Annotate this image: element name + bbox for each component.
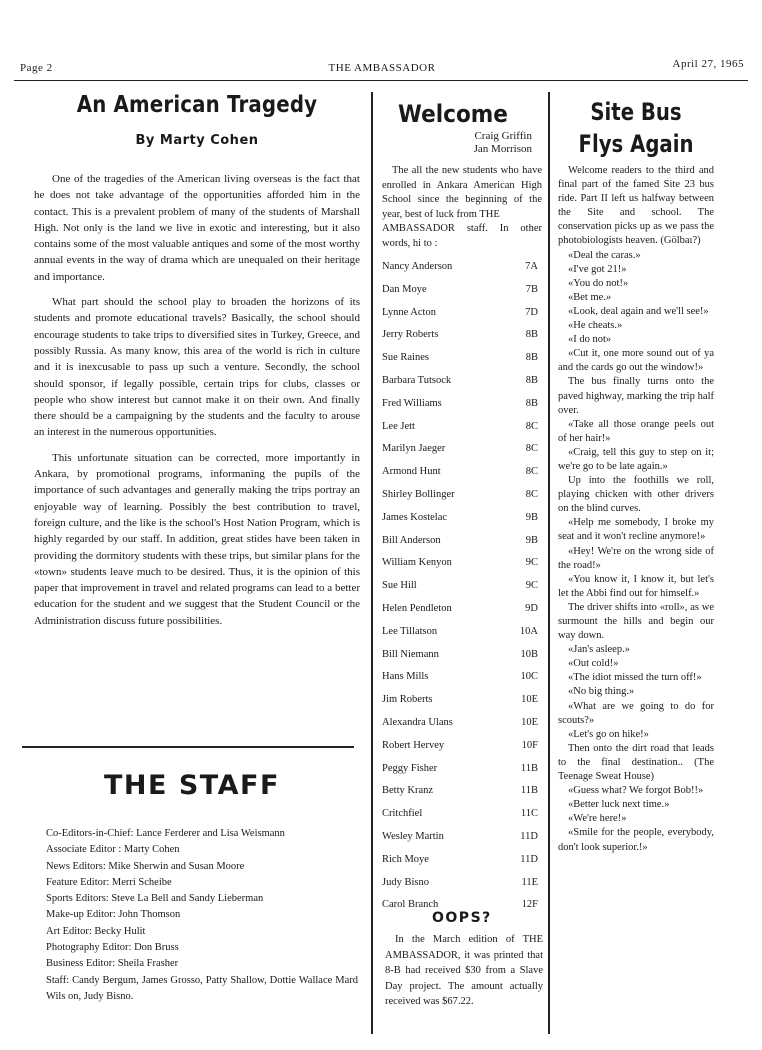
student-grade: 11B (520, 762, 538, 774)
staff-line: Co-Editors-in-Chief: Lance Ferderer and Lisa Weismann (46, 828, 285, 839)
sitebus-paragraph: «No big thing.» (568, 686, 635, 698)
student-name: Rich Moye (382, 853, 429, 865)
roster-row (382, 533, 542, 556)
editorial-paragraph: What part should the school play to broaden the horizons of its students and promote educational travels? Basically, the school should encourage students to take trips to diversified sites in Turkey, Greece, and possibly Russia. As many know, this area of the world is rich in culture and it is inexcusable to pass up such a venture. Secondly, the school should sponsor, if legally possible, certain trips for clubs, classes or people who show interest but cannot make it on their own. And finally there should be a campaigning by the students and the faculty to arouse an interest in the numerous opportunities. (34, 296, 360, 439)
staff-line: Associate Editor : Marty Cohen (46, 844, 180, 856)
sitebus-paragraph: «Take all those orange peels out of her hair!» (558, 418, 714, 444)
student-name: William Kenyon (382, 557, 452, 569)
student-name: Lee Jett (382, 420, 415, 432)
sitebus-paragraph: «Craig, tell this guy to step on it; we're go to be late again.» (558, 446, 714, 472)
sitebus-paragraph: «Guess what? We forgot Bob!!» (568, 785, 704, 797)
student-name: Judy Bisno (382, 876, 429, 888)
roster-row (382, 282, 542, 305)
sitebus-paragraph: «Bet me.» (568, 291, 612, 303)
editorial-article (34, 92, 360, 638)
roster-row (382, 852, 542, 875)
student-name: Armond Hunt (382, 466, 441, 478)
sitebus-body (558, 164, 714, 855)
column-divider-2 (548, 92, 550, 1034)
page-header (20, 58, 744, 78)
student-name: Wesley Martin (382, 830, 444, 842)
student-grade: 10F (521, 739, 538, 751)
staff-line: Sports Editors: Steve La Bell and Sandy Lieberman (46, 893, 264, 905)
student-grade: 9C (525, 557, 538, 569)
student-grade: 10A (519, 625, 538, 637)
student-name: Marilyn Jaeger (382, 443, 446, 455)
roster-row (382, 738, 542, 761)
student-grade: 11E (521, 876, 538, 888)
staff-line: Photography Editor: Don Bruss (46, 942, 179, 954)
student-name: Carol Branch (382, 899, 439, 911)
student-name: James Kostelac (382, 511, 448, 523)
roster-row (382, 601, 542, 624)
roster-row (382, 259, 542, 282)
staff-title: THE STAFF (104, 770, 280, 801)
student-grade: 12F (521, 899, 538, 911)
student-grade: 8B (525, 374, 538, 386)
roster-row (382, 783, 542, 806)
student-name: Barbara Tutsock (382, 374, 452, 386)
student-name: Jerry Roberts (382, 329, 439, 341)
roster-row (382, 647, 542, 670)
staff-line: Feature Editor: Merri Scheibe (46, 876, 172, 888)
roster-row (382, 350, 542, 373)
student-grade: 8C (525, 420, 538, 432)
roster-row (382, 305, 542, 328)
roster-row (382, 715, 542, 738)
sitebus-paragraph: «What are we going to do for scouts?» (558, 700, 714, 726)
page-number: Page 2 (20, 62, 53, 74)
student-grade: 7A (525, 261, 538, 272)
student-name: Fred Williams (382, 397, 442, 409)
sitebus-title-line-2: Flys Again (578, 130, 694, 158)
student-grade: 8B (525, 352, 538, 364)
student-name: Lee Tillatson (382, 625, 438, 637)
student-grade: 8B (525, 397, 538, 409)
staff-line: Staff: Candy Bergum, James Grosso, Patty Shallow, Dottie Wallace Mard Wils on, Judy Bisno. (46, 974, 358, 1002)
roster-row (382, 555, 542, 578)
roster-row (382, 441, 542, 464)
roster-row (382, 624, 542, 647)
sitebus-paragraph: The bus finally turns onto the paved highway, marking the trip half over. (558, 376, 714, 416)
sitebus-paragraph: Welcome readers to the third and final part of the famed Site 23 bus ride. Part II left us halfway between the Site and school. The conservation picks up as we pass the photobiologists heaven. (Gölbaı?) (558, 165, 714, 247)
sitebus-paragraph: «Help me somebody, I broke my seat and it won't recline anymore!» (558, 517, 714, 543)
staff-line: Business Editor: Sheila Frasher (46, 958, 179, 970)
sitebus-article (558, 96, 714, 855)
student-name: Lynne Acton (382, 306, 436, 318)
student-grade: 10C (520, 671, 538, 683)
sitebus-paragraph: «He cheats.» (568, 320, 623, 332)
roster-row (382, 806, 542, 829)
student-grade: 8C (525, 443, 538, 455)
sitebus-paragraph: «Let's go on hike!» (568, 728, 649, 740)
student-name: Dan Moye (382, 283, 427, 295)
sitebus-paragraph: «Look, deal again and we'll see!» (568, 305, 709, 317)
roster-row (382, 327, 542, 350)
student-grade: 11D (520, 853, 538, 865)
editorial-byline: By Marty Cohen (135, 133, 259, 148)
staff-rule (22, 746, 354, 748)
roster-row (382, 487, 542, 510)
sitebus-paragraph: «Hey! We're on the wrong side of the road!» (558, 545, 714, 571)
roster-row (382, 396, 542, 419)
sitebus-title-line-1: Site Bus (590, 98, 682, 126)
student-name: Helen Pendleton (382, 602, 452, 614)
student-roster (382, 259, 542, 920)
student-grade: 11C (520, 808, 538, 820)
column-divider-1 (371, 92, 373, 1034)
student-name: Jim Roberts (382, 694, 433, 706)
student-grade: 8B (525, 329, 538, 341)
sitebus-paragraph: Then onto the dirt road that leads to the final destination.. (The Teenage Sweat House) (558, 742, 714, 783)
student-grade: 10E (521, 716, 538, 728)
roster-row (382, 464, 542, 487)
sitebus-paragraph: «I've got 21!» (568, 263, 627, 275)
editorial-paragraph: One of the tragedies of the American living overseas is the fact that he does not take advantage of the opportunities afforded him in the contact. This is a prevalent problem of many of the students of Marshall High. Not only is the land we live in exotic and interesting, but it also contains some of the most valuable antiques and some of the most worthy annual events in the way of drama which are unequaled on their heritage and importance. (34, 173, 360, 283)
editorial-paragraph: This unfortunate situation can be corrected, more importantly in Ankara, by promotional programs, informaning the pupils of the importance of such advantages and generally making the trips portray an enjoyable way of learning. Possibly the best contribution to travel, foreign culture, and the like is the school's Host Nation Program, which is highly regarded by our staff. In addition, great stides have been taken in providing the dormitory students with these trips, but similar plans for the «town» students leave much to be desired. Thus, it is the opinion of this paper that improvement in travel and related programs can lead to a better education for the student and we suggest that the Student Council or the Administration discuss future possibilities. (34, 451, 360, 627)
sitebus-paragraph: «Deal the caras.» (568, 249, 641, 261)
student-name: Bill Niemann (382, 648, 439, 660)
sitebus-paragraph: Up into the foothills we roll, playing chicken with other drivers on the blind curves. (558, 475, 714, 515)
newspaper-name: THE AMBASSADOR (328, 62, 436, 74)
editorial-body (34, 171, 360, 629)
student-grade: 11D (520, 830, 538, 842)
sitebus-paragraph: «Out cold!» (568, 658, 619, 670)
student-name: Shirley Bollinger (382, 488, 455, 500)
roster-row (382, 829, 542, 852)
welcome-article (382, 100, 542, 920)
sitebus-paragraph: «You know it, I know it, but let's let the Abbi find out for himself.» (558, 573, 714, 599)
welcome-author: Jan Morrison (473, 143, 532, 155)
student-grade: 11B (520, 785, 538, 797)
welcome-title: Welcome (398, 100, 508, 128)
sitebus-paragraph: «Jan's asleep.» (568, 644, 630, 656)
roster-row (382, 578, 542, 601)
roster-row (382, 373, 542, 396)
student-name: Sue Hill (382, 580, 417, 592)
student-grade: 10E (521, 694, 538, 706)
welcome-intro: The all the new students who have enrolled in Ankara American High School since the beginning of the year, best of luck from THE (382, 165, 542, 220)
sitebus-paragraph: The driver shifts into «roll», as we surmount the hills and begin our way down. (558, 601, 714, 642)
welcome-intro-continued: AMBASSADOR staff. In other words, hi to : (382, 223, 542, 249)
staff-line: Art Editor: Becky Hulit (46, 925, 146, 937)
student-grade: 9B (525, 534, 538, 546)
student-grade: 8C (525, 488, 538, 500)
student-grade: 9B (525, 511, 538, 523)
header-rule (14, 80, 748, 81)
student-grade: 10B (520, 648, 538, 660)
welcome-author: Craig Griffin (474, 130, 532, 142)
sitebus-paragraph: «The idiot missed the turn off!» (568, 672, 702, 684)
student-name: Bill Anderson (382, 534, 441, 546)
student-grade: 7D (525, 306, 538, 318)
roster-row (382, 761, 542, 784)
student-name: Alexandra Ulans (382, 716, 453, 728)
staff-line: Make-up Editor: John Thomson (46, 909, 181, 921)
roster-row (382, 510, 542, 533)
roster-row (382, 669, 542, 692)
issue-date: April 27, 1965 (672, 58, 744, 70)
sitebus-paragraph: «You do not!» (568, 277, 629, 289)
student-grade: 7B (525, 283, 538, 295)
student-grade: 9D (525, 602, 538, 614)
roster-row (382, 875, 542, 898)
oops-text: In the March edition of THE AMBASSADOR, it was printed that 8-B had received $30 from a Slave Day project. The amount actually received was $67.22. (385, 934, 543, 1007)
student-grade: 8C (525, 466, 538, 478)
student-name: Betty Kranz (382, 785, 434, 797)
roster-row (382, 419, 542, 442)
sitebus-paragraph: «Smile for the people, everybody, don't look superior.!» (558, 827, 714, 853)
staff-line: News Editors: Mike Sherwin and Susan Moore (46, 860, 245, 872)
sitebus-paragraph: «We're here!» (568, 813, 627, 825)
roster-row (382, 692, 542, 715)
editorial-title: An American Tragedy (76, 92, 318, 118)
student-name: Robert Hervey (382, 739, 445, 751)
sitebus-paragraph: «Better luck next time.» (568, 799, 670, 811)
staff-list (46, 826, 358, 1005)
welcome-authors (382, 130, 542, 156)
student-name: Hans Mills (382, 671, 429, 683)
sitebus-paragraph: «I do not» (568, 334, 612, 346)
student-name: Critchfiel (382, 808, 423, 820)
student-name: Sue Raines (382, 352, 429, 364)
sitebus-paragraph: «Cut it, one more sound out of ya and the cards go out the window!» (558, 348, 714, 374)
student-grade: 9C (525, 580, 538, 592)
student-name: Peggy Fisher (382, 762, 438, 774)
student-name: Nancy Anderson (382, 261, 453, 272)
oops-title: OOPS? (432, 910, 492, 926)
